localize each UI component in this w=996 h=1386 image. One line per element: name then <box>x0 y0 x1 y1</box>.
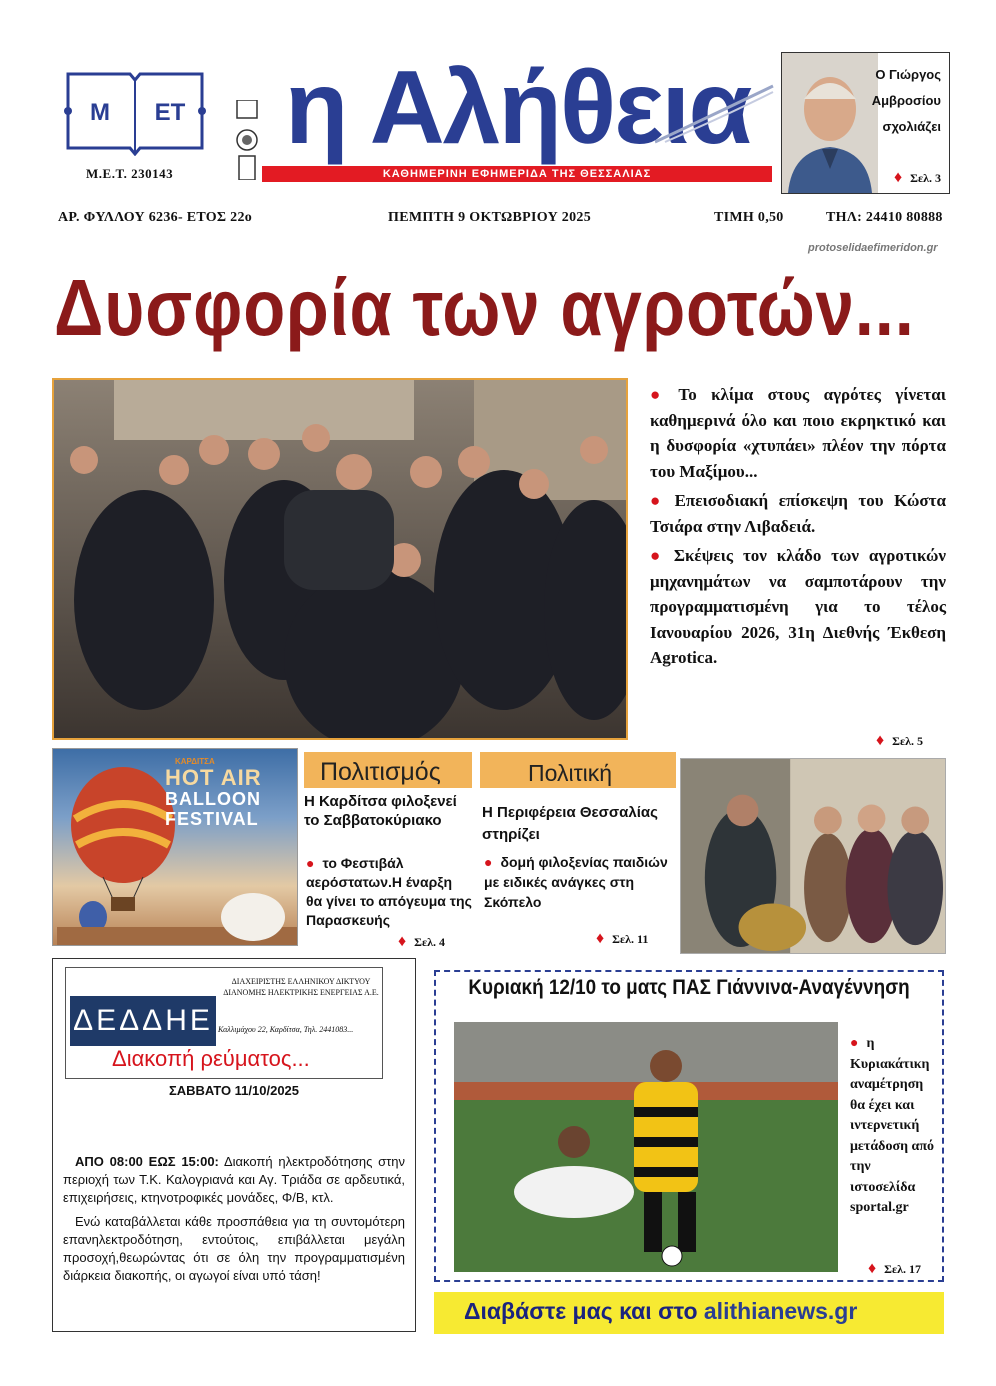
phone-number: ΤΗΛ: 24410 80888 <box>826 210 943 225</box>
sweep-decoration <box>655 84 775 144</box>
columnist-box[interactable] <box>781 52 950 194</box>
columnist-photo <box>782 53 878 193</box>
issue-date: ΠΕΜΠΤΗ 9 ΟΚΤΩΒΡΙΟΥ 2025 <box>388 210 592 225</box>
main-story-page-label: Σελ. 5 <box>892 734 924 748</box>
politics-page-label: Σελ. 11 <box>612 932 649 946</box>
poster-title-line2: BALLOON <box>165 789 261 809</box>
main-bullet-3 <box>650 543 946 671</box>
diamond-icon: ♦ <box>876 732 885 749</box>
bullet-icon: ● <box>650 385 671 404</box>
masthead-title: η Αλήθεια <box>285 50 751 166</box>
deddie-address: Καλλιμάχου 22, Καρδίτσα, Τηλ. 2441083... <box>218 1025 354 1034</box>
deddie-organization: ΔΙΑΧΕΙΡΙΣΤΗΣ ΕΛΛΗΝΙΚΟΥ ΔΙΚΤΥΟΥ ΔΙΑΝΟΜΗΣ ΗΛΕΚΤΡΙΚΗΣ ΕΝΕΡΓΕΙΑΣ Α.Ε. <box>223 977 379 997</box>
poster-label: ΚΑΡΔΙΤΣΑ <box>175 757 215 766</box>
diamond-icon: ♦ <box>868 1260 877 1277</box>
politics-section-tab[interactable] <box>480 752 676 788</box>
diamond-icon: ♦ <box>596 930 605 947</box>
politics-body-text: δομή φιλοξενίας παιδιών με ειδικές ανάγκες στη Σκόπελο <box>484 854 668 910</box>
met-logo-left: Μ <box>90 99 110 126</box>
main-bullet-1 <box>650 382 946 484</box>
bullet-icon: ● <box>650 546 666 565</box>
poster-title-line3: FESTIVAL <box>165 809 259 829</box>
football-headline[interactable]: Κυριακή 12/10 το ματς ΠΑΣ Γιάννινα-Αναγέννηση <box>468 976 910 999</box>
football-page-ref[interactable] <box>868 1260 921 1278</box>
football-body-text: η Κυριακάτικη αναμέτρηση θα έχει και ιντερνετική μετάδοση από την ιστοσελίδα sportal.gr <box>850 1036 934 1215</box>
main-story-photo[interactable] <box>52 378 628 740</box>
met-logo-right: ΕΤ <box>154 99 186 126</box>
football-body <box>850 1034 938 1219</box>
culture-section-tab[interactable] <box>304 752 472 788</box>
main-headline[interactable]: Δυσφορία των αγροτών... <box>54 263 915 352</box>
power-outage-notice <box>52 958 416 1332</box>
website-banner[interactable] <box>434 1292 944 1334</box>
football-story <box>434 970 944 1282</box>
main-bullet-1-text: Το κλίμα στους αγρότες γίνεται καθημερινά όλο και ποιο εκρηκτικό και η δυσφορία «χτυπάει» πλέον την πόρτα του Μαξίμου... <box>650 385 946 481</box>
bullet-icon: ● <box>484 854 493 870</box>
columnist-page-label: Σελ. 3 <box>910 171 941 185</box>
diamond-icon: ♦ <box>398 933 407 950</box>
deddie-title: Διακοπή ρεύματος... <box>112 1046 310 1071</box>
culture-body <box>306 854 472 930</box>
culture-body-text: το Φεστιβάλ αερόστατων.Η έναρξη θα γίνει το απόγευμα της Παρασκευής <box>306 855 472 928</box>
culture-page-ref[interactable] <box>398 933 445 951</box>
main-bullet-2-text: Επεισοδιακή επίσκεψη του Κώστα Τσιάρα στην Λιβαδειά. <box>650 491 946 536</box>
outage-paragraph-2: Ενώ καταβάλλεται κάθε προσπάθεια για τη συντομότερη επανηλεκτροδότηση, εντούτοις, επιβάλλεται μεγάλη προσοχή,θεωρώντας ότι σε όλη την προγραμματισμένη διάρκεια διακοπής, οι αγωγοί είναι υπό τάση! <box>63 1214 405 1283</box>
main-story-bullets <box>650 382 946 675</box>
columnist-name-first: Ο Γιώργος <box>875 67 941 82</box>
culture-page-label: Σελ. 4 <box>414 935 446 949</box>
outage-paragraph-1-text: Διακοπή ηλεκτροδότησης στην περιοχή των Τ.Κ. Καλογριανά και Αγ. Τριάδα σε αρδευτικά, επιχειρήσεις, κτηνοτροφικές μονάδες, Φ/Β, κτλ. <box>63 1154 405 1205</box>
main-bullet-2 <box>650 488 946 539</box>
columnist-comments: σχολιάζει <box>882 119 941 134</box>
outage-date: ΣΑΒΒΑΤΟ 11/10/2025 <box>168 1083 300 1098</box>
bullet-icon: ● <box>650 491 667 510</box>
deddie-logo: ΔΕΔΔΗΕ <box>70 996 216 1046</box>
issue-price: ΤΙΜΗ 0,50 <box>714 210 784 225</box>
bullet-icon: ● <box>850 1036 859 1051</box>
outage-paragraph-1 <box>63 1153 405 1207</box>
source-watermark: protoselidaefimeridon.gr <box>808 242 938 254</box>
columnist-name-last: Αμβροσίου <box>871 93 941 108</box>
seal-icon <box>236 100 258 180</box>
met-logo <box>60 66 210 156</box>
politics-headline[interactable]: Η Περιφέρεια Θεσσαλίας στηρίζει <box>482 804 658 843</box>
masthead-tagline: ΚΑΘΗΜΕΡΙΝΗ ΕΦΗΜΕΡΙΔΑ ΤΗΣ ΘΕΣΣΑΛΙΑΣ <box>262 166 772 182</box>
bullet-icon: ● <box>306 855 315 871</box>
banner-text <box>464 1298 857 1325</box>
poster-title-line1: HOT AIR <box>165 765 262 790</box>
politics-page-ref[interactable] <box>596 930 648 948</box>
politics-tab-label: Πολιτική <box>528 760 613 786</box>
politics-body <box>484 852 674 912</box>
diamond-icon: ♦ <box>893 169 903 186</box>
balloon-festival-poster[interactable] <box>52 748 298 946</box>
met-number: Μ.Ε.Τ. 230143 <box>86 166 174 181</box>
football-photo[interactable] <box>454 1022 838 1272</box>
main-story-page-ref[interactable] <box>876 732 923 750</box>
outage-time: ΑΠΟ 08:00 ΕΩΣ 15:00: <box>75 1154 219 1169</box>
issue-number: ΑΡ. ΦΥΛΛΟΥ 6236- ΕΤΟΣ 22ο <box>58 210 253 225</box>
football-page-label: Σελ. 17 <box>884 1262 922 1276</box>
main-bullet-3-text: Σκέψεις τον κλάδο των αγροτικών μηχανημάτων να σαμποτάρουν την προγραμματισμένη για το τέλος Ιανουαρίου 2026, 31η Διεθνής Έκθεση Agrotica. <box>650 546 946 667</box>
banner-website-link[interactable]: alithianews.gr <box>703 1298 858 1324</box>
columnist-page-ref <box>894 169 941 187</box>
banner-lead: Διαβάστε μας και στο <box>464 1298 704 1324</box>
culture-headline[interactable]: Η Καρδίτσα φιλοξενεί το Σαββατοκύριακο <box>304 793 457 829</box>
politics-photo[interactable] <box>680 758 946 954</box>
deddie-ad[interactable] <box>65 967 383 1079</box>
culture-tab-label: Πολιτισμός <box>320 758 441 786</box>
